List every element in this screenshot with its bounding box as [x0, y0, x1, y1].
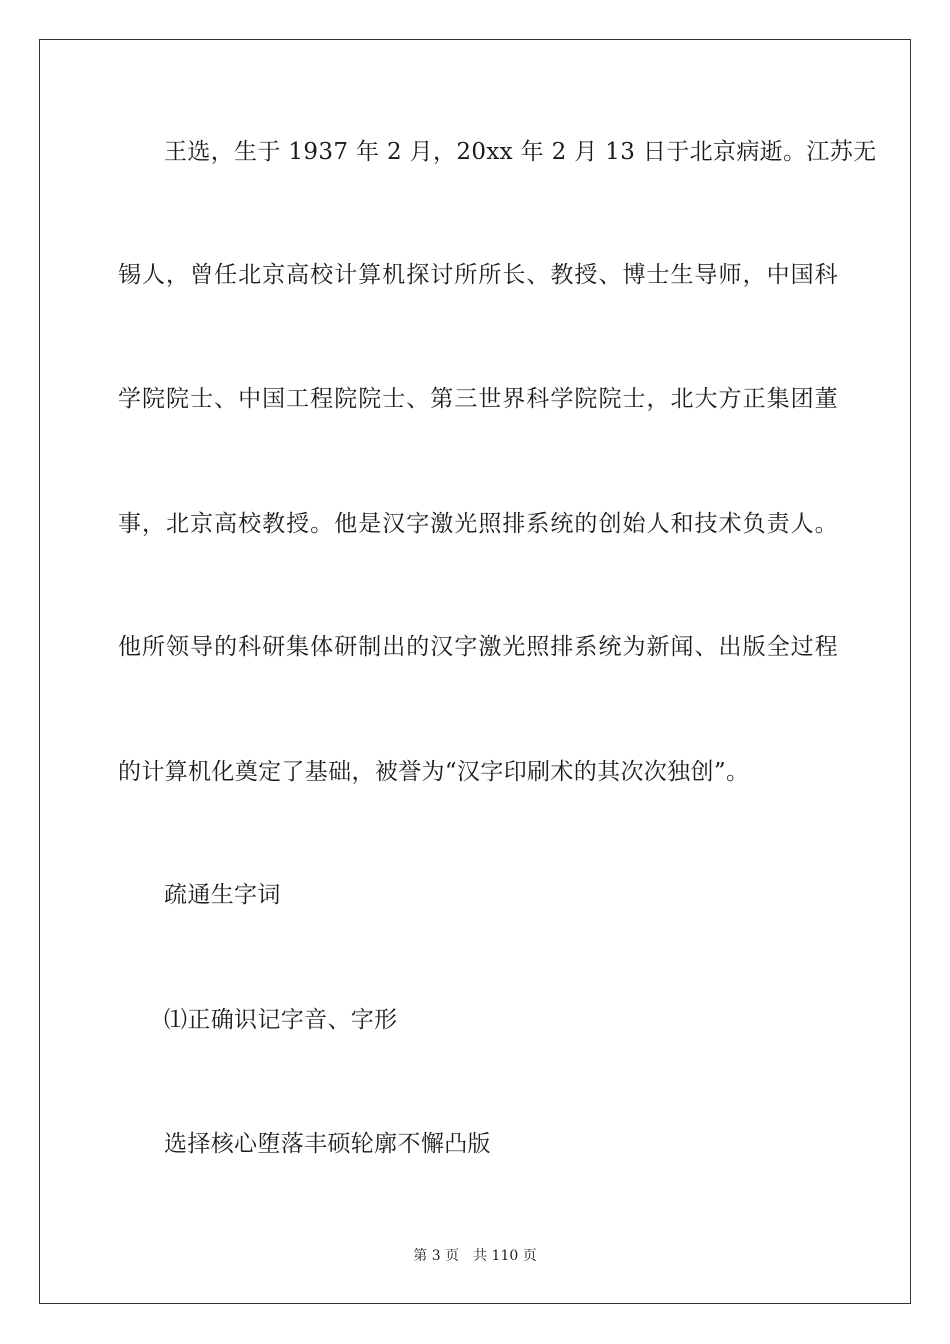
page-number: 第 3 页 — [413, 1248, 460, 1264]
paragraph-line-6: 的计算机化奠定了基础，被誉为“汉字印刷术的其次次独创”。 — [118, 759, 750, 785]
vocabulary-words: 选择核心堕落丰硕轮廓不懈凸版 — [164, 1131, 491, 1157]
paragraph-line-5: 他所领导的科研集体研制出的汉字激光照排系统为新闻、出版全过程 — [118, 634, 838, 660]
section-heading: 疏通生字词 — [164, 882, 281, 908]
paragraph-line-3: 学院院士、中国工程院院士、第三世界科学院院士，北大方正集团董 — [118, 386, 838, 412]
paragraph-line-2: 锡人，曾任北京高校计算机探讨所所长、教授、博士生导师，中国科 — [118, 262, 838, 288]
paragraph-line-1: 王选，生于 1937 年 2 月，20xx 年 2 月 13 日于北京病逝。江苏无 — [164, 139, 877, 165]
paragraph-line-4: 事，北京高校教授。他是汉字激光照排系统的创始人和技术负责人。 — [118, 511, 838, 537]
section-subheading: ⑴正确识记字音、字形 — [164, 1007, 398, 1033]
page-footer — [0, 1246, 950, 1266]
page-border — [39, 39, 911, 1304]
total-pages: 共 110 页 — [473, 1248, 537, 1264]
